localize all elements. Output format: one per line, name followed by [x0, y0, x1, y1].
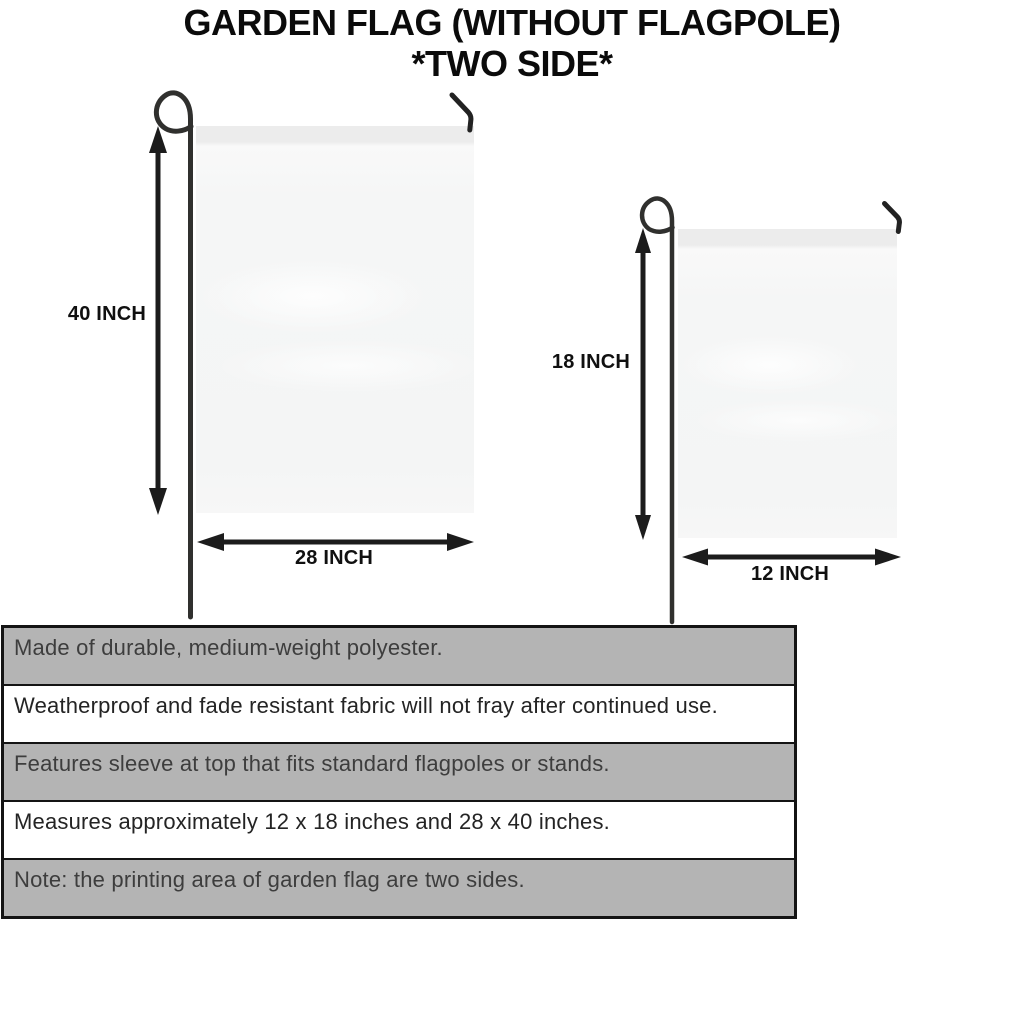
garden-flag-large [196, 126, 474, 513]
page-title-line1: GARDEN FLAG (WITHOUT FLAGPOLE) [183, 2, 841, 43]
hanger-hook-large-icon [452, 95, 471, 130]
height-arrow-large-icon [149, 126, 167, 515]
flagpole-large-icon [156, 93, 191, 617]
feature-row-sleeve: Features sleeve at top that fits standard flagpoles or stands. [4, 742, 794, 800]
feature-row-measures: Measures approximately 12 x 18 inches and 28 x 40 inches. [4, 800, 794, 858]
flagpole-small-icon [642, 198, 672, 622]
page-title [0, 2, 1024, 84]
feature-row-weatherproof: Weatherproof and fade resistant fabric will not fray after continued use. [4, 684, 794, 742]
feature-table [1, 625, 797, 919]
height-label-small: 18 INCH [551, 351, 630, 373]
hanger-hook-small-icon [885, 204, 900, 232]
width-label-small: 12 INCH [750, 563, 830, 585]
height-arrow-small-icon [635, 228, 651, 540]
feature-row-note: Note: the printing area of garden flag are two sides. [4, 858, 794, 916]
width-label-large: 28 INCH [294, 547, 374, 569]
garden-flag-small [678, 229, 897, 538]
feature-row-material: Made of durable, medium-weight polyester. [4, 628, 794, 684]
height-label-large: 40 INCH [67, 303, 146, 325]
page-title-line2: *TWO SIDE* [411, 43, 613, 84]
